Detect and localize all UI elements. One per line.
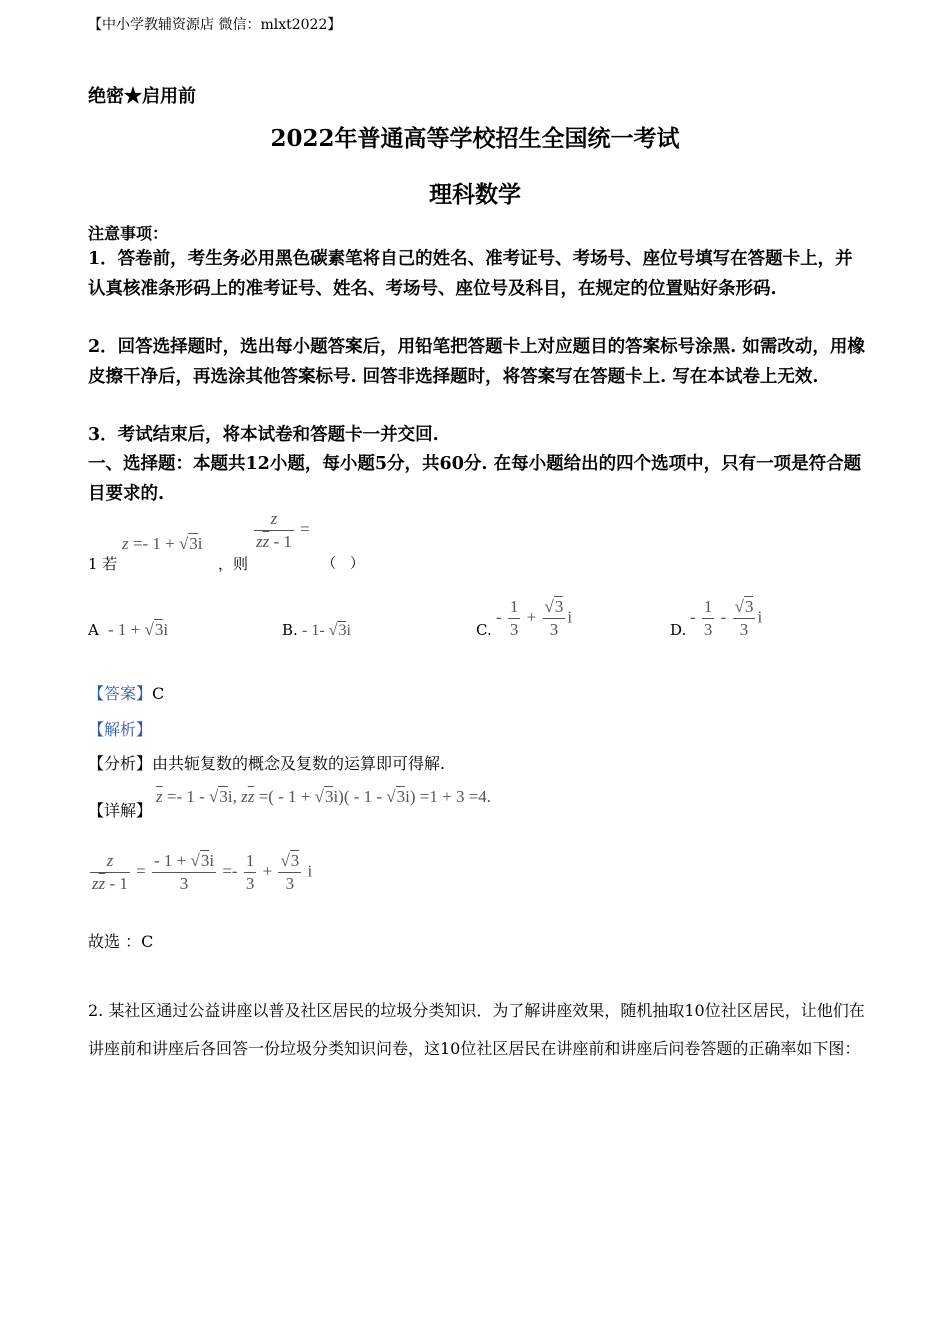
- option-d-label: D.: [670, 621, 687, 639]
- q1-expression: $\frac{z}{z\overline{z} - 1}$ =: [256, 509, 310, 551]
- fenxi-line: [88, 751, 445, 774]
- option-a-label: A: [88, 621, 99, 639]
- option-b-label: B.: [282, 621, 298, 639]
- exam-title: 2022年普通高等学校招生全国统一考试: [270, 125, 680, 152]
- detail-equation: $\overline{z} =- 1 - √3i$, $z\overline{z}$ =( - 1 + √3i)( - 1 - √3i) =1 + 3 =4.: [156, 787, 492, 806]
- option-d-value: - $\frac{1}{3}$ - $\frac{√3}{3}$ i: [690, 597, 763, 639]
- analysis-label: 【解析】: [88, 720, 153, 739]
- q1-given-equation: z =- 1 + √3i: [122, 534, 203, 553]
- question-2-text: 2. 某社区通过公益讲座以普及社区居民的垃圾分类知识．为了解讲座效果，随机抽取10位社区居民，让他们在讲座前和讲座后各回答一份垃圾分类知识问卷，这10位社区居民在讲座前和讲座后问卷答题的正确率如下图：: [88, 1001, 865, 1058]
- option-a-value: - 1 + √3i: [108, 620, 169, 639]
- option-c-value: - $\frac{1}{3}$ + $\frac{√3}{3}$ i: [496, 597, 573, 639]
- exam-subtitle: 理科数学: [429, 181, 521, 208]
- choice-conclusion: 故选 ：C: [88, 932, 154, 951]
- detail-label: 【详解】: [88, 801, 153, 820]
- fenxi-text: 由共轭复数的概念及复数的运算即可得解.: [152, 754, 446, 773]
- notice-heading: 注意事项：: [88, 224, 169, 243]
- secret-label: 绝密★启用前: [88, 86, 196, 107]
- answer-line: [88, 681, 164, 704]
- notice-item-3: 3．考试结束后，将本试卷和答题卡一并交回.: [88, 425, 439, 445]
- option-b-value: - 1- √3i: [302, 622, 351, 639]
- fenxi-label: 【分析】: [88, 754, 153, 773]
- section-one-instructions: 一、选择题：本题共12小题，每小题5分，共60分. 在每小题给出的四个选项中，只有一项是符合题目要求的.: [88, 454, 862, 504]
- q1-then: ，则: [218, 555, 249, 573]
- notice-item-1: 1．答卷前，考生务必用黑色碳素笔将自己的姓名、准考证号、考场号、座位号填写在答题卡上，并认真核准条形码上的准考证号、姓名、考场号、座位号及科目，在规定的位置贴好条形码.: [88, 249, 853, 299]
- header-watermark: 【中小学教辅资源店 微信：mlxt2022】: [88, 17, 342, 33]
- detail-calculation: $\frac{z}{z\overline{z} - 1}$ = $\frac{- 1 + √3i}{3}$ =- $\frac{1}{3}$ + $\frac{√3}{3}$ i: [92, 851, 313, 893]
- q1-answer-blank: （ ）: [322, 556, 364, 572]
- notice-item-2: 2．回答选择题时，选出每小题答案后，用铅笔把答题卡上对应题目的答案标号涂黑. 如需改动，用橡皮擦干净后，再选涂其他答案标号. 回答非选择题时，将答案写在答题卡上. 写在本试卷上无效.: [88, 337, 865, 387]
- q1-prefix: 1 若: [88, 555, 118, 573]
- answer-value: C: [152, 684, 165, 703]
- answer-label: 【答案】: [88, 684, 153, 703]
- option-c-label: C.: [476, 621, 492, 639]
